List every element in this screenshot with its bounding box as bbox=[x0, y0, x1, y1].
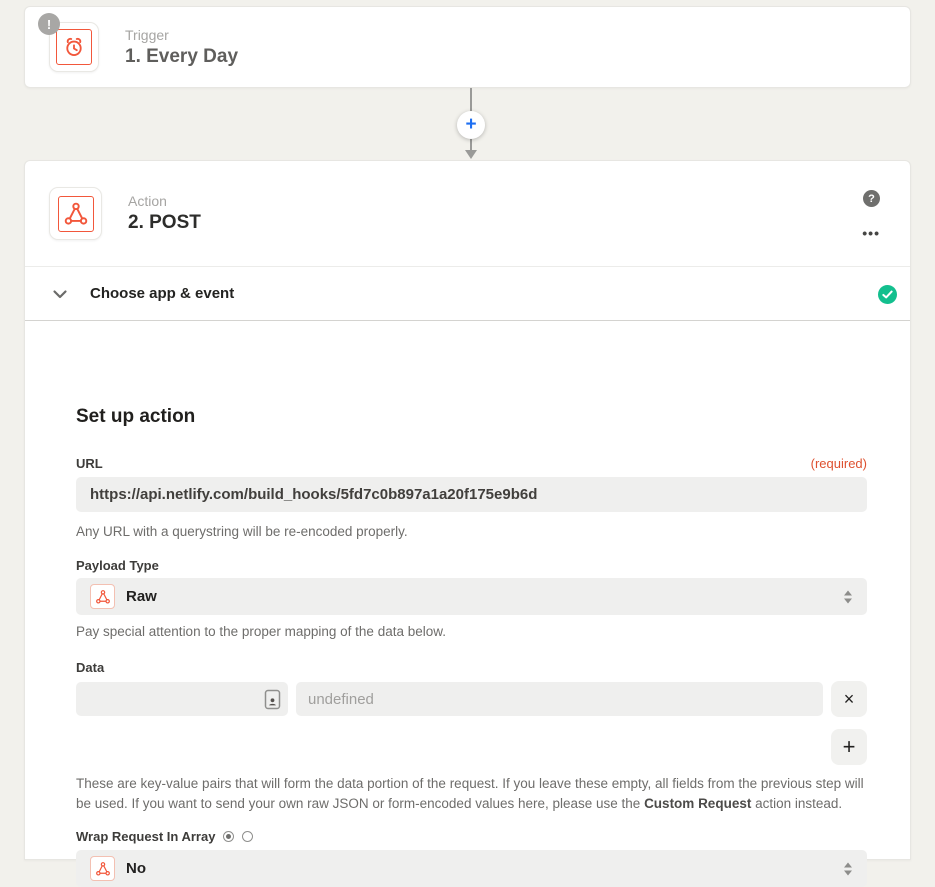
data-value-input[interactable] bbox=[296, 682, 823, 716]
insert-data-icon[interactable] bbox=[263, 689, 281, 710]
add-data-row-button[interactable]: + bbox=[831, 729, 867, 765]
webhooks-mini-icon bbox=[90, 584, 115, 609]
wrap-request-value: No bbox=[126, 860, 146, 877]
url-label-row bbox=[76, 456, 867, 471]
trigger-step-card[interactable] bbox=[24, 6, 911, 88]
chevron-down-icon bbox=[52, 286, 68, 302]
select-arrows-icon bbox=[844, 862, 852, 875]
action-step-title: 2. POST bbox=[128, 212, 201, 233]
radio-selected-icon[interactable] bbox=[223, 831, 234, 842]
data-helper-text bbox=[76, 774, 871, 814]
schedule-alarm-clock-icon bbox=[56, 29, 92, 65]
webhooks-icon bbox=[58, 196, 94, 232]
choose-app-event-section-toggle[interactable] bbox=[25, 266, 910, 321]
setup-action-heading: Set up action bbox=[76, 406, 196, 427]
data-label: Data bbox=[76, 660, 105, 675]
data-helper-bold: Custom Request bbox=[644, 796, 752, 811]
webhooks-mini-icon bbox=[90, 856, 115, 881]
trigger-kicker: Trigger bbox=[125, 26, 169, 43]
url-required-tag: (required) bbox=[810, 456, 867, 471]
url-helper-text: Any URL with a querystring will be re-encoded properly. bbox=[76, 524, 408, 539]
action-kicker: Action bbox=[128, 193, 167, 209]
choose-app-event-label: Choose app & event bbox=[90, 285, 235, 302]
radio-unselected-icon[interactable] bbox=[242, 831, 253, 842]
action-app-icon-box bbox=[49, 187, 102, 240]
select-arrows-icon bbox=[844, 590, 852, 603]
data-key-input[interactable] bbox=[76, 682, 288, 716]
alert-badge-icon: ! bbox=[38, 13, 60, 35]
trigger-step-header bbox=[25, 7, 910, 87]
trigger-step-texts bbox=[125, 27, 238, 68]
action-step-header bbox=[25, 161, 910, 266]
trigger-step-title: 1. Every Day bbox=[125, 45, 239, 67]
add-step-button[interactable]: + bbox=[457, 111, 485, 139]
step-menu-ellipsis-icon[interactable]: ••• bbox=[858, 221, 884, 245]
section-complete-check-icon bbox=[878, 285, 897, 304]
wrap-request-select[interactable] bbox=[76, 850, 867, 887]
payload-type-value: Raw bbox=[126, 588, 157, 605]
help-icon[interactable]: ? bbox=[863, 190, 880, 207]
url-label: URL bbox=[76, 456, 103, 471]
payload-type-label: Payload Type bbox=[76, 558, 159, 573]
wrap-request-label: Wrap Request In Array bbox=[76, 829, 216, 844]
url-input[interactable] bbox=[76, 477, 867, 512]
payload-type-select[interactable] bbox=[76, 578, 867, 615]
data-helper-after: action instead. bbox=[751, 796, 843, 811]
action-step-texts bbox=[128, 193, 201, 234]
payload-type-helper-text: Pay special attention to the proper mapping of the data below. bbox=[76, 624, 446, 639]
remove-data-row-button[interactable]: × bbox=[831, 681, 867, 717]
data-helper-before: These are key-value pairs that will form the data portion of the request. If you leave these empty, all fields from the previous step will be used. If you want to send your own raw JSON or form-encoded values here, please use the bbox=[76, 776, 864, 811]
action-step-card bbox=[24, 160, 911, 877]
step-connector bbox=[0, 88, 935, 160]
connector-arrow-icon bbox=[465, 150, 477, 159]
